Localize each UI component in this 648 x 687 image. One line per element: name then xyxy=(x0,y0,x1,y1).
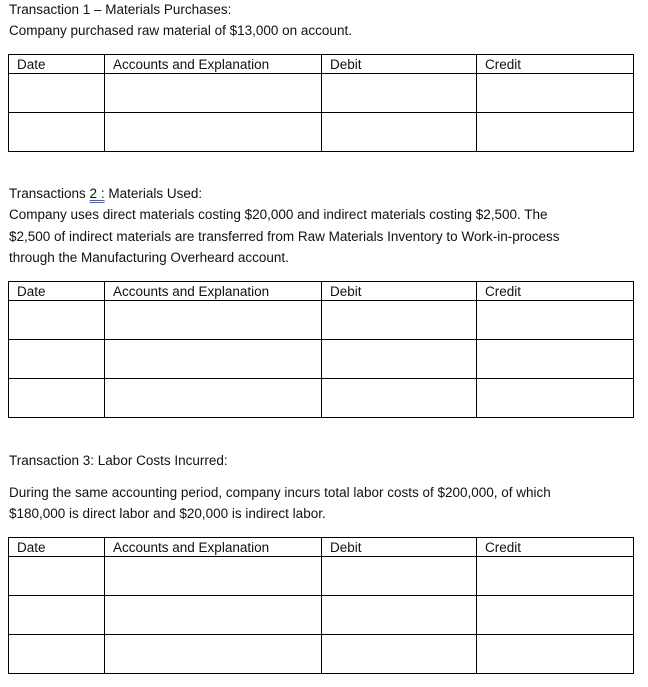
table-row xyxy=(9,557,634,596)
date-cell[interactable] xyxy=(9,340,105,379)
transaction-3-description-line-1: During the same accounting period, company incurs total labor costs of $200,000, of which xyxy=(9,485,551,500)
credit-cell[interactable] xyxy=(477,596,634,635)
credit-cell[interactable] xyxy=(477,74,634,113)
column-header-credit: Credit xyxy=(477,538,634,557)
table-row xyxy=(9,113,634,152)
column-header-credit: Credit xyxy=(477,55,634,74)
accounts-cell[interactable] xyxy=(105,340,322,379)
credit-cell[interactable] xyxy=(477,557,634,596)
debit-cell[interactable] xyxy=(322,340,477,379)
table-row xyxy=(9,74,634,113)
transaction-1-heading: Transaction 1 – Materials Purchases: xyxy=(9,2,232,17)
date-cell[interactable] xyxy=(9,301,105,340)
credit-cell[interactable] xyxy=(477,635,634,674)
column-header-date: Date xyxy=(9,55,105,74)
table-row xyxy=(9,301,634,340)
journal-table-3 xyxy=(8,537,634,674)
debit-cell[interactable] xyxy=(322,635,477,674)
accounts-cell[interactable] xyxy=(105,635,322,674)
table-header-row xyxy=(9,282,634,301)
transaction-2-description-line-1: Company uses direct materials costing $20,000 and indirect materials costing $2,500. The xyxy=(9,207,548,222)
column-header-date: Date xyxy=(9,538,105,557)
accounts-cell[interactable] xyxy=(105,596,322,635)
credit-cell[interactable] xyxy=(477,379,634,418)
journal-table-1 xyxy=(8,54,634,152)
table-row xyxy=(9,340,634,379)
debit-cell[interactable] xyxy=(322,74,477,113)
heading-number: 2 : xyxy=(89,186,105,201)
column-header-debit: Debit xyxy=(322,538,477,557)
journal-table-2 xyxy=(8,281,634,418)
transaction-3-heading: Transaction 3: Labor Costs Incurred: xyxy=(9,453,228,468)
column-header-date: Date xyxy=(9,282,105,301)
transaction-3-description-line-2: $180,000 is direct labor and $20,000 is indirect labor. xyxy=(9,506,326,521)
accounts-cell[interactable] xyxy=(105,301,322,340)
column-header-debit: Debit xyxy=(322,55,477,74)
accounts-cell[interactable] xyxy=(105,379,322,418)
table-header-row xyxy=(9,55,634,74)
date-cell[interactable] xyxy=(9,557,105,596)
column-header-accounts: Accounts and Explanation xyxy=(105,282,322,301)
heading-prefix: Transactions xyxy=(9,186,90,201)
column-header-credit: Credit xyxy=(477,282,634,301)
credit-cell[interactable] xyxy=(477,301,634,340)
debit-cell[interactable] xyxy=(322,557,477,596)
transaction-1-description: Company purchased raw material of $13,000 on account. xyxy=(9,23,352,38)
date-cell[interactable] xyxy=(9,635,105,674)
table-row xyxy=(9,635,634,674)
date-cell[interactable] xyxy=(9,74,105,113)
debit-cell[interactable] xyxy=(322,301,477,340)
accounts-cell[interactable] xyxy=(105,113,322,152)
column-header-accounts: Accounts and Explanation xyxy=(105,55,322,74)
accounts-cell[interactable] xyxy=(105,74,322,113)
heading-suffix: Materials Used: xyxy=(104,186,203,201)
transaction-2-heading xyxy=(9,185,202,203)
column-header-accounts: Accounts and Explanation xyxy=(105,538,322,557)
date-cell[interactable] xyxy=(9,596,105,635)
accounts-cell[interactable] xyxy=(105,557,322,596)
column-header-debit: Debit xyxy=(322,282,477,301)
credit-cell[interactable] xyxy=(477,340,634,379)
transaction-2-description-line-2: $2,500 of indirect materials are transferred from Raw Materials Inventory to Work-in-process xyxy=(9,229,560,244)
date-cell[interactable] xyxy=(9,379,105,418)
table-row xyxy=(9,596,634,635)
debit-cell[interactable] xyxy=(322,113,477,152)
transaction-2-description-line-3: through the Manufacturing Overheard account. xyxy=(9,250,289,265)
credit-cell[interactable] xyxy=(477,113,634,152)
debit-cell[interactable] xyxy=(322,379,477,418)
table-row xyxy=(9,379,634,418)
debit-cell[interactable] xyxy=(322,596,477,635)
date-cell[interactable] xyxy=(9,113,105,152)
table-header-row xyxy=(9,538,634,557)
